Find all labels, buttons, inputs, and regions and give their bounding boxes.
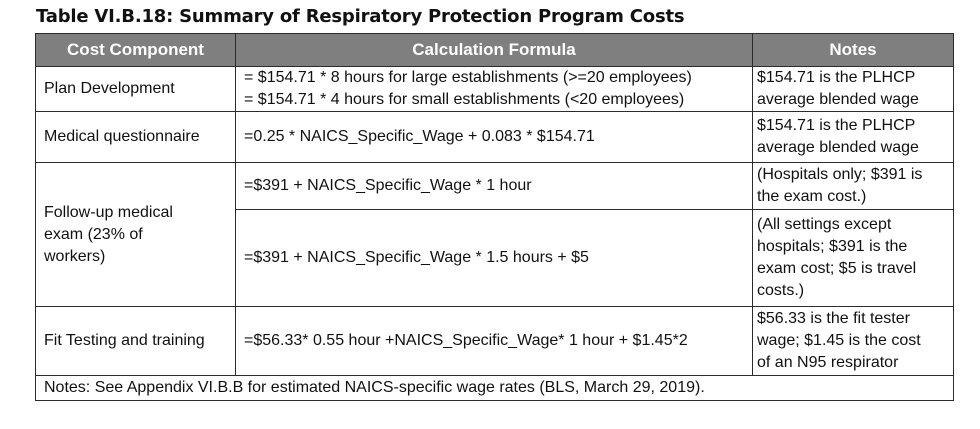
formula-line: = $154.71 * 4 hours for small establishments (<20 employees): [244, 91, 685, 108]
notes-line: $154.71 is the PLHCP: [757, 69, 916, 86]
table-footnote-row: [36, 376, 954, 401]
cell-notes: [753, 163, 954, 210]
cell-notes: [753, 67, 954, 112]
notes-line: average blended wage: [757, 139, 919, 156]
notes-line: exam cost; $5 is travel: [757, 260, 917, 277]
header-calculation-formula: Calculation Formula: [236, 34, 753, 67]
cost-summary-table: [35, 33, 954, 401]
notes-line: the exam cost.): [757, 188, 867, 205]
cell-formula: =$56.33* 0.55 hour +NAICS_Specific_Wage* 1 hour + $1.45*2: [236, 307, 753, 376]
table-row-follow-up-hospitals: [36, 163, 954, 210]
notes-line: wage; $1.45 is the cost: [757, 332, 921, 349]
cell-formula: =0.25 * NAICS_Specific_Wage + 0.083 * $154.71: [236, 112, 753, 163]
component-line: workers): [44, 247, 106, 265]
notes-line: $154.71 is the PLHCP: [757, 117, 916, 134]
cell-formula: =$391 + NAICS_Specific_Wage * 1.5 hours + $5: [236, 210, 753, 307]
table-title: Table VI.B.18: Summary of Respiratory Protection Program Costs: [36, 6, 685, 27]
table-row-fit-testing: [36, 307, 954, 376]
table-footnote: Notes: See Appendix VI.B.B for estimated NAICS-specific wage rates (BLS, March 29, 2019).: [36, 376, 954, 401]
table-row-medical-questionnaire: [36, 112, 954, 163]
cell-formula: =$391 + NAICS_Specific_Wage * 1 hour: [236, 163, 753, 210]
header-notes: Notes: [753, 34, 954, 67]
formula-line: = $154.71 * 8 hours for large establishments (>=20 employees): [244, 69, 692, 86]
cell-notes: [753, 307, 954, 376]
component-line: exam (23% of: [44, 225, 143, 243]
notes-line: $56.33 is the fit tester: [757, 310, 910, 327]
notes-line: costs.): [757, 282, 805, 299]
cell-component: Plan Development: [36, 67, 236, 112]
notes-line: (All settings except: [757, 216, 892, 233]
cell-notes: [753, 112, 954, 163]
component-line: Follow-up medical: [44, 203, 173, 221]
cell-notes: [753, 210, 954, 307]
header-cost-component: Cost Component: [36, 34, 236, 67]
notes-line: (Hospitals only; $391 is: [757, 166, 923, 183]
table-header-row: [36, 34, 954, 67]
cell-component: Medical questionnaire: [36, 112, 236, 163]
cell-component: [36, 163, 236, 307]
cell-formula: [236, 67, 753, 112]
notes-line: hospitals; $391 is the: [757, 238, 908, 255]
notes-line: average blended wage: [757, 91, 919, 108]
cell-component: Fit Testing and training: [36, 307, 236, 376]
notes-line: of an N95 respirator: [757, 354, 899, 371]
table-row-plan-development: [36, 67, 954, 112]
